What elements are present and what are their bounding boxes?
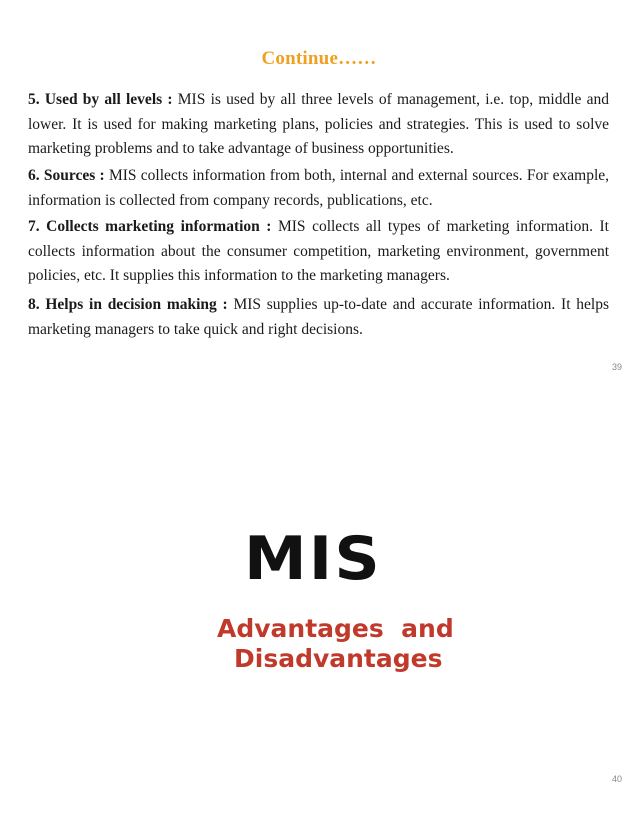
page-number: 40 [611, 774, 622, 784]
point-text: MIS supplies up-to-date and accurate information. It helps marketing managers to take quick and right decisions. [28, 296, 609, 338]
page-number: 39 [611, 362, 622, 372]
point-collects-marketing-information [28, 215, 609, 289]
page-heading: Continue…… [261, 48, 377, 69]
point-text: MIS is used by all three levels of management, i.e. top, middle and lower. It is used for making marketing plans, policies and strategies. This is used to solve marketing problems and to take advantage of business opportunities. [28, 91, 609, 157]
point-term: 7. Collects marketing information : [28, 218, 272, 235]
point-text: MIS collects all types of marketing information. It collects information about the consumer competition, marketing environment, government policies, etc. It supplies this information to the marketing managers. [28, 218, 609, 284]
logo-title: MIS [244, 524, 382, 594]
point-term: 5. Used by all levels : [28, 91, 173, 108]
point-helps-in-decision-making [28, 293, 609, 342]
logo-subtitle-line1: Advantages and [217, 614, 454, 643]
point-term: 6. Sources : [28, 167, 105, 184]
mis-title-graphic [200, 524, 454, 673]
page-40 [0, 380, 638, 826]
page-39 [0, 0, 638, 380]
point-used-by-all-levels [28, 88, 609, 162]
point-sources [28, 164, 609, 213]
point-term: 8. Helps in decision making : [28, 296, 228, 313]
point-text: MIS collects information from both, internal and external sources. For example, information is collected from company records, publications, etc. [28, 167, 610, 209]
logo-subtitle-line2: Disadvantages [234, 644, 443, 673]
